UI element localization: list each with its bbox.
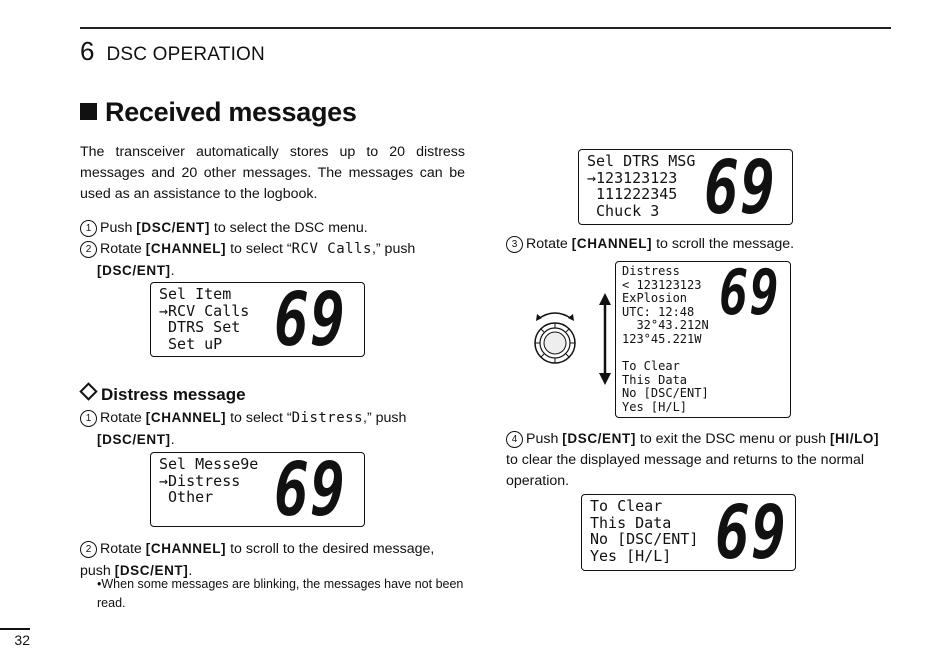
lcd-line: UTC: 12:48: [622, 304, 695, 319]
lcd-line: This Data: [622, 372, 688, 387]
lcd-line: This Data: [590, 513, 672, 532]
lcd-line: Sel Messe9e: [159, 455, 259, 473]
step-text: to scroll the message.: [652, 236, 795, 252]
channel-number: 69: [715, 490, 788, 576]
lcd-line: No [DSC/ENT]: [590, 530, 699, 548]
channel-key: [CHANNEL]: [145, 410, 227, 425]
scroll-arrow-icon: [595, 293, 615, 385]
lcd-display-sel-dtrs-msg: [578, 145, 793, 231]
blinking-note: •When some messages are blinking, the messages have not been read.: [97, 577, 464, 610]
step-text: Push: [100, 220, 137, 236]
distress-subtitle: [80, 385, 246, 405]
lcd-display-to-clear: [581, 490, 796, 576]
channel-key: [CHANNEL]: [145, 241, 227, 256]
intro-paragraph: The transceiver automatically stores up to 20 distress messages and 20 other messages. The messages can be used as an assistance to the logbook.: [80, 144, 465, 202]
step-text: Rotate: [526, 236, 572, 252]
top-rule: [80, 27, 891, 29]
step-text: to select the DSC menu.: [209, 220, 368, 236]
square-bullet-icon: [80, 103, 97, 120]
step-text: ,” push: [363, 410, 407, 426]
step-text: Rotate: [100, 410, 146, 426]
lcd-lines: [587, 153, 695, 219]
channel-key: [CHANNEL]: [145, 541, 227, 556]
distress-subtitle-text: Distress message: [101, 385, 246, 404]
lcd-lines: [590, 498, 698, 564]
step-text: Rotate: [100, 241, 146, 257]
section-title-text: Received messages: [105, 97, 357, 127]
channel-number: 69: [274, 447, 347, 533]
step-2: [80, 238, 465, 282]
lcd-line: To Clear: [590, 497, 663, 515]
dsc-ent-key: [DSC/ENT]: [97, 432, 171, 447]
lcd-line: To Clear: [622, 359, 680, 374]
lcd-line: →RCV Calls: [159, 301, 250, 320]
step-text: ,” push: [371, 241, 416, 257]
channel-number: 69: [704, 145, 777, 231]
dsc-ent-key: [DSC/ENT]: [136, 220, 210, 235]
lcd-line: Yes [H/L]: [590, 546, 672, 565]
step-text: to scroll to the desired message, push: [80, 541, 435, 579]
lcd-line: →123123123: [587, 168, 678, 187]
lcd-line: →Distress: [159, 471, 241, 490]
page-number-rule: [0, 628, 30, 630]
step-number: 1: [80, 220, 97, 237]
lcd-line: 32°43.212N: [622, 318, 709, 333]
page-number: 32: [14, 632, 30, 648]
lcd-line: ExPlosion: [622, 291, 688, 306]
step-text: to select “: [226, 410, 292, 426]
lcd-line: 123°45.221W: [622, 331, 702, 346]
step-text: to select “: [226, 241, 292, 257]
step-text: .: [170, 263, 175, 279]
step-text: Rotate: [100, 541, 146, 557]
diamond-icon: [79, 382, 97, 400]
dsc-ent-key: [DSC/ENT]: [114, 563, 189, 578]
lcd-line: 111222345: [587, 185, 678, 203]
step-text: Push: [526, 431, 563, 447]
chapter-title: DSC OPERATION: [106, 44, 265, 65]
chapter-header: [80, 36, 265, 67]
lcd-display-distress-detail: [615, 256, 791, 418]
step-text: .: [170, 432, 175, 448]
step-text: .: [188, 563, 193, 579]
lcd-blank-line: [622, 347, 709, 361]
lcd-display-sel-message: [150, 447, 365, 533]
lcd-lines: [159, 456, 258, 506]
lcd-lines: [622, 265, 709, 415]
lcd-line: No [DSC/ENT]: [622, 386, 709, 401]
lcd-line: Sel Item: [159, 285, 232, 303]
dsc-ent-key: [DSC/ENT]: [97, 263, 171, 278]
step-3: [506, 233, 891, 255]
lcd-text: Distress: [291, 410, 364, 426]
lcd-line: Sel DTRS MSG: [587, 152, 696, 170]
section-title: [80, 97, 357, 128]
step-text: to clear the displayed message and returns to the normal operation.: [506, 452, 865, 489]
lcd-line: Chuck 3: [587, 201, 660, 220]
lcd-line: Yes [H/L]: [622, 399, 688, 414]
lcd-display-sel-item: [150, 277, 365, 363]
step-number: 2: [80, 241, 97, 258]
lcd-lines: [159, 286, 249, 352]
step-number: 1: [80, 410, 97, 427]
lcd-text: RCV Calls: [291, 241, 372, 257]
lcd-line: DTRS Set: [159, 318, 241, 336]
hi-lo-key: [HI/LO]: [829, 431, 880, 446]
lcd-line: < 123123123: [622, 277, 702, 292]
channel-key: [CHANNEL]: [571, 236, 653, 251]
channel-number: 69: [719, 256, 781, 329]
step-number: 3: [506, 236, 523, 253]
dsc-ent-key: [DSC/ENT]: [562, 431, 636, 446]
lcd-line: Set uP: [159, 334, 223, 353]
step-number: 2: [80, 541, 97, 558]
lcd-line: Other: [159, 488, 214, 506]
distress-step-1: [80, 407, 465, 451]
channel-number: 69: [274, 277, 347, 363]
lcd-line: Distress: [622, 264, 680, 278]
step-4: [506, 428, 891, 492]
step-number: 4: [506, 431, 523, 448]
channel-dial-icon: [530, 305, 580, 367]
step-1: [80, 217, 465, 239]
step-text: to exit the DSC menu or push: [635, 431, 830, 447]
chapter-number: 6: [80, 36, 95, 66]
